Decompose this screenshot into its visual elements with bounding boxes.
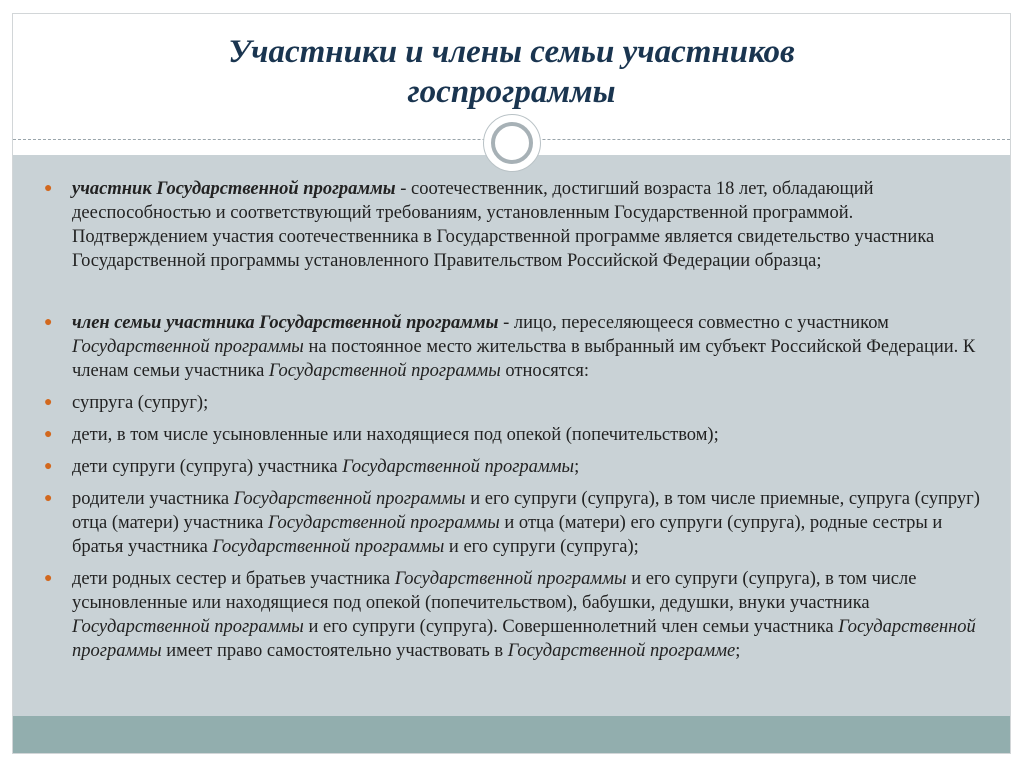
item-text: дети супруги (супруга) участника bbox=[72, 457, 343, 477]
item-text: имеет право самостоятельно участвовать в bbox=[161, 641, 508, 661]
circle-ornament-ring bbox=[491, 122, 533, 164]
item-text: на постоянное место жительства в выбранный им субъект Российской Федерации. К членам семьи участника bbox=[72, 337, 976, 381]
item-text: и его супруги (супруга), в том числе приемные, супруга (супруг) отца (матери) участника bbox=[72, 489, 980, 533]
list-item bbox=[44, 177, 984, 273]
bullet-icon: ● bbox=[44, 181, 53, 196]
item-text: супруга (супруг); bbox=[72, 393, 209, 413]
italic-text: Государственной программы bbox=[394, 569, 627, 589]
list-item bbox=[44, 567, 984, 663]
item-text: родители участника bbox=[72, 489, 234, 509]
italic-text: Государственной программе bbox=[507, 641, 736, 661]
item-text: дети, в том числе усыновленные или находящиеся под опекой (попечительством); bbox=[72, 425, 719, 445]
list-item bbox=[44, 455, 984, 479]
item-text: - лицо, переселяющееся совместно с участником bbox=[498, 313, 889, 333]
italic-text: Государственной программы bbox=[72, 337, 304, 357]
item-text: и его супруги (супруга); bbox=[444, 537, 639, 557]
italic-text: Государственной программы bbox=[72, 617, 304, 637]
term-participant: участник Государственной программы bbox=[72, 179, 396, 199]
item-text: ; bbox=[735, 641, 741, 661]
item-text: ; bbox=[574, 457, 580, 477]
italic-text: Государственной программы bbox=[72, 617, 976, 661]
slide-title bbox=[13, 32, 1010, 112]
bullet-icon: ● bbox=[44, 427, 53, 442]
item-text: и отца (матери) его супруги (супруга), родные сестры и братья участника bbox=[72, 513, 943, 557]
italic-text: Государственной программы bbox=[212, 537, 445, 557]
term-family-member: член семьи участника Государственной программы bbox=[72, 313, 499, 333]
italic-text: Государственной программы bbox=[342, 457, 575, 477]
bullet-icon: ● bbox=[44, 459, 53, 474]
item-text: дети родных сестер и братьев участника bbox=[72, 569, 395, 589]
list-item bbox=[44, 391, 984, 415]
list-item bbox=[44, 487, 984, 559]
italic-text: Государственной программы bbox=[267, 513, 500, 533]
bullet-icon: ● bbox=[44, 395, 53, 410]
title-line-2: госпрограммы bbox=[407, 74, 616, 110]
title-line-1: Участники и члены семьи участников bbox=[228, 34, 795, 70]
item-text: и его супруги (супруга), в том числе усыновленные или находящиеся под опекой (попечительством), бабушки, дедушки, внуки участника bbox=[72, 569, 917, 613]
italic-text: Государственной программы bbox=[268, 361, 501, 381]
item-text: и его супруги (супруга). Совершеннолетний член семьи участника bbox=[303, 617, 839, 637]
item-text: - соотечественник, достигший возраста 18 лет, обладающий дееспособностью и соответствующий требованиям, установленным Государственной программой. Подтверждением участия соотечественника в Государственной программе является свидетельство участника Государственной программы установленного Правительством Российской Федерации образца; bbox=[72, 179, 935, 271]
italic-text: Государственной программы bbox=[233, 489, 466, 509]
circle-ornament bbox=[483, 114, 541, 172]
list-item bbox=[44, 423, 984, 447]
bullet-icon: ● bbox=[44, 571, 53, 586]
list-item bbox=[44, 311, 984, 383]
bullet-icon: ● bbox=[44, 491, 53, 506]
bullet-icon: ● bbox=[44, 315, 53, 330]
bullet-list bbox=[44, 177, 984, 663]
item-text: относятся: bbox=[500, 361, 589, 381]
bottom-band bbox=[13, 716, 1010, 753]
